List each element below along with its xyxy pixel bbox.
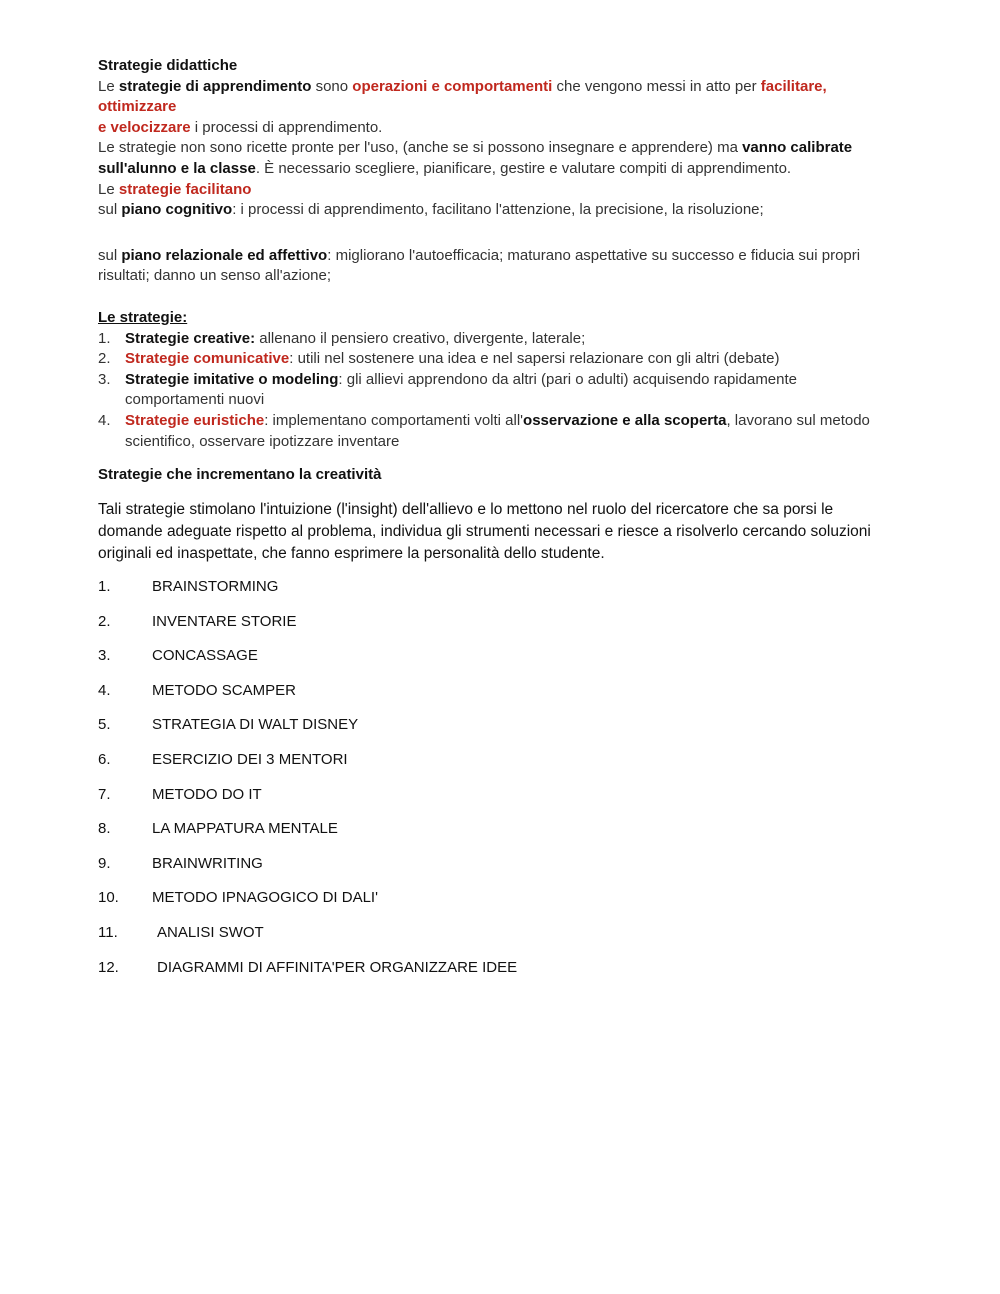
text: : utili nel sostenere una idea e nel sapersi relazionare con gli altri (debate) (289, 350, 780, 368)
paragraph-relational (98, 246, 898, 287)
creativity-section (98, 465, 888, 566)
list-item (98, 613, 798, 648)
paragraph-cognitive (98, 200, 898, 221)
text: sul (98, 246, 122, 264)
text: scientifico, osservare ipotizzare inventare (125, 432, 400, 450)
list-number: 3. (98, 647, 111, 665)
text: . È necessario scegliere, pianificare, gestire e valutare compiti di apprendimento. (255, 159, 792, 177)
bold-text: piano relazionale ed affettivo (121, 246, 328, 264)
paragraph-calibration (98, 138, 898, 179)
list-item-label: LA MAPPATURA MENTALE (152, 820, 338, 838)
highlight-text: strategie facilitano (118, 180, 252, 198)
list-number: 7. (98, 785, 111, 803)
list-number: 10. (98, 889, 119, 907)
list-number: 2. (98, 612, 111, 630)
bold-text: strategie di apprendimento (118, 77, 312, 95)
list-number: 11. (98, 923, 118, 941)
list-item (98, 647, 798, 682)
text: allenano il pensiero creativo, divergente, laterale; (255, 329, 586, 347)
text: : i processi di apprendimento, facilitano l'attenzione, la precisione, la risoluzione; (232, 201, 764, 219)
list-item-label: CONCASSAGE (152, 647, 258, 665)
list-number: 5. (98, 716, 111, 734)
text: che vengono messi in atto per (552, 77, 761, 95)
list-item-label: ANALISI SWOT (157, 923, 264, 941)
list-number: 1. (98, 329, 111, 347)
bold-text: vanno calibrate (742, 139, 853, 157)
list-item (98, 370, 898, 411)
section-heading: Strategie che incrementano la creatività (98, 466, 382, 483)
intro-section (98, 56, 898, 452)
list-item (98, 786, 798, 821)
list-number: 4. (98, 411, 111, 429)
text: sono (311, 77, 353, 95)
list-number: 12. (98, 958, 119, 976)
list-item-label: METODO DO IT (152, 785, 262, 803)
bold-text: piano cognitivo (121, 201, 233, 219)
highlight-text: facilitare, ottimizzare (98, 77, 827, 116)
list-item-label: BRAINSTORMING (152, 578, 279, 595)
list-item (98, 329, 898, 350)
list-item (98, 924, 798, 959)
list-number: 1. (98, 578, 111, 595)
list-number: 8. (98, 820, 111, 838)
list-item (98, 411, 898, 452)
text: Le (98, 180, 119, 198)
text: comportamenti nuovi (125, 391, 265, 409)
bold-text: Strategie imitative o modeling (125, 370, 339, 388)
text: Le (98, 77, 119, 95)
highlight-text: operazioni e comportamenti (352, 77, 553, 95)
paragraph-facilitate (98, 180, 898, 201)
list-item-label: DIAGRAMMI DI AFFINITA'PER ORGANIZZARE IDEE (157, 958, 518, 976)
creativity-list (98, 578, 798, 993)
highlight-text: Strategie euristiche (125, 411, 265, 429)
list-item (98, 889, 798, 924)
list-number: 6. (98, 750, 111, 768)
bold-text: osservazione e alla scoperta (523, 411, 727, 429)
list-item (98, 751, 798, 786)
text: : gli allievi apprendono da altri (pari o adulti) acquisendo rapidamente (338, 370, 798, 388)
list-number: 4. (98, 681, 111, 699)
list-item (98, 959, 798, 994)
creativity-paragraph (98, 499, 888, 566)
list-item-label: INVENTARE STORIE (152, 612, 297, 630)
text: : migliorano l'autoefficacia; maturano aspettative su successo e fiducia sui propri (327, 246, 861, 264)
highlight-text: e velocizzare (98, 118, 191, 136)
list-item (98, 578, 798, 613)
bold-text: sull'alunno e la classe (98, 159, 256, 177)
list-item (98, 682, 798, 717)
text: , lavorano sul metodo (726, 411, 870, 429)
text: i processi di apprendimento. (190, 118, 383, 136)
list-item-label: ESERCIZIO DEI 3 MENTORI (152, 750, 348, 768)
text: Le strategie non sono ricette pronte per l'uso, (anche se si possono insegnare e apprendere) ma (98, 139, 743, 157)
list-number: 3. (98, 370, 111, 388)
strategies-list-title: Le strategie: (98, 308, 188, 326)
text: risultati; danno un senso all'azione; (98, 267, 332, 285)
text: : implementano comportamenti volti all' (264, 411, 524, 429)
paragraph-definition (98, 77, 898, 139)
list-item (98, 349, 898, 370)
list-item-label: METODO IPNAGOGICO DI DALI' (152, 889, 378, 907)
list-item (98, 716, 798, 751)
strategies-list (98, 329, 898, 453)
text: domande adeguate rispetto al problema, individua gli strumenti necessari e riesce a risolverlo cercando soluzioni (98, 523, 871, 541)
text: Tali strategie stimolano l'intuizione (l'insight) dell'allievo e lo mettono nel ruolo del ricercatore che sa porsi le (98, 501, 834, 518)
bold-text: Strategie creative: (125, 329, 256, 347)
list-item (98, 855, 798, 890)
list-item-label: BRAINWRITING (152, 854, 263, 872)
highlight-text: Strategie comunicative (125, 350, 290, 368)
list-number: 2. (98, 350, 111, 368)
list-item-label: METODO SCAMPER (152, 681, 296, 699)
list-item (98, 820, 798, 855)
section-title: Strategie didattiche (98, 57, 238, 74)
list-number: 9. (98, 854, 111, 872)
text: originali ed inaspettate, che fanno esprimere la personalità dello studente. (98, 545, 605, 563)
list-item-label: STRATEGIA DI WALT DISNEY (152, 716, 359, 734)
text: sul (98, 201, 122, 219)
